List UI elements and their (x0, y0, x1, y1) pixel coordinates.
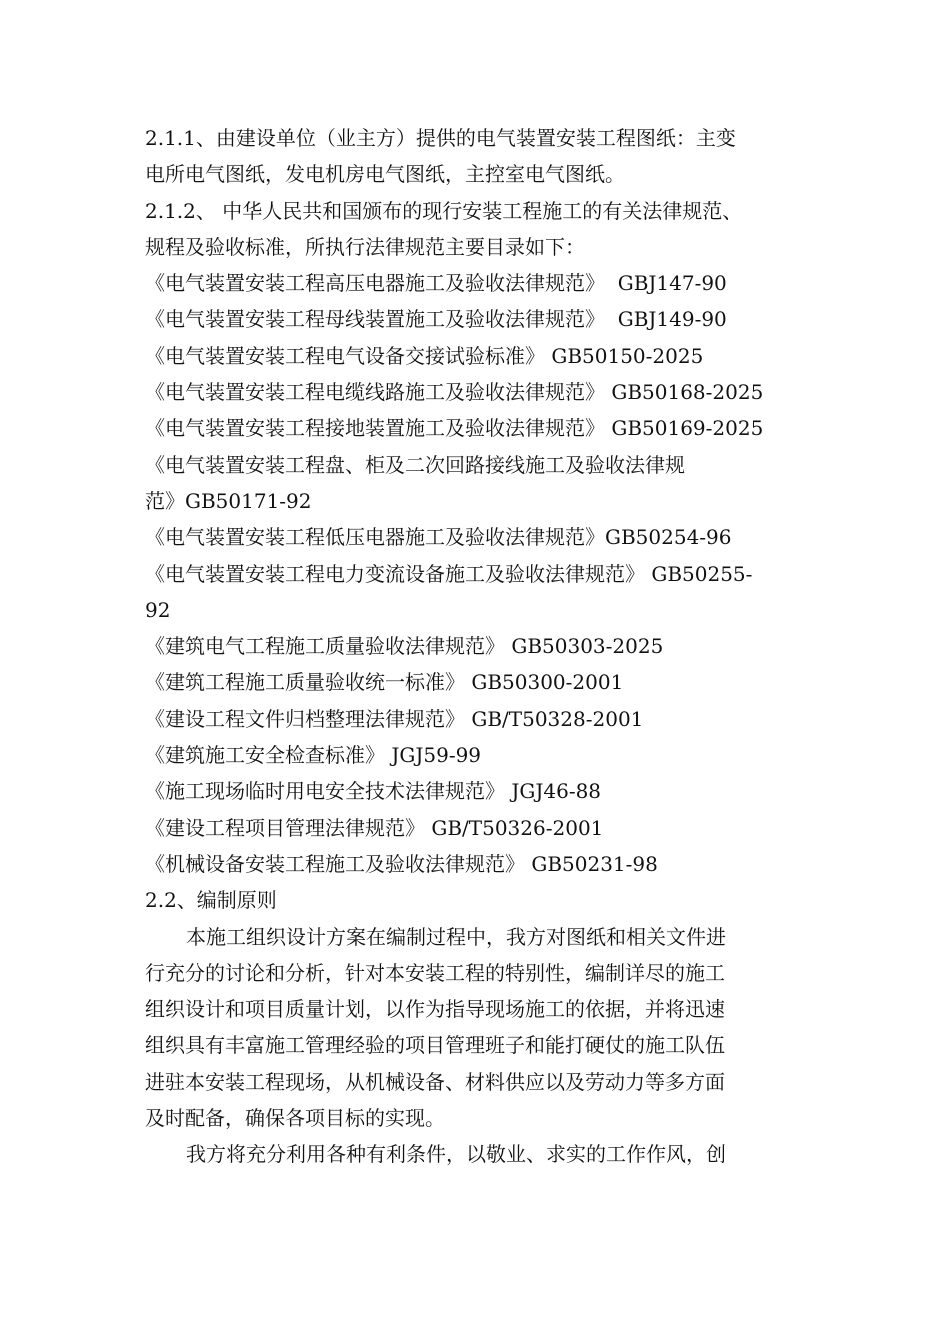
standard-item: 《建筑施工安全检查标准》 JGJ59-99 (145, 743, 482, 768)
standard-item: 《电气装置安装工程电气设备交接试验标准》 GB50150-2025 (145, 343, 704, 368)
text-line: 2.1.2、 中华人民共和国颁布的现行安装工程施工的有关法律规范、 (145, 198, 743, 223)
section-heading: 2.2、编制原则 (145, 888, 277, 913)
standard-item: 《电气装置安装工程电力变流设备施工及验收法律规范》 GB50255- (145, 561, 753, 586)
standard-item: 《施工现场临时用电安全技术法律规范》 JGJ46-88 (145, 779, 602, 804)
standard-item: 《建设工程项目管理法律规范》 GB/T50326-2001 (145, 815, 604, 840)
document-page (145, 120, 810, 1173)
paragraph-line: 组织具有丰富施工管理经验的项目管理班子和能打硬仗的施工队伍 (145, 1033, 725, 1058)
standard-item: 《电气装置安装工程母线装置施工及验收法律规范》 GBJ149-90 (145, 307, 727, 332)
standard-item: 《电气装置安装工程接地装置施工及验收法律规范》 GB50169-2025 (145, 416, 764, 441)
paragraph-line: 行充分的讨论和分析，针对本安装工程的特别性，编制详尽的施工 (145, 960, 725, 985)
paragraph-line: 进驻本安装工程现场，从机械设备、材料供应以及劳动力等多方面 (145, 1069, 725, 1094)
standard-item: 《建筑工程施工质量验收统一标准》 GB50300-2001 (145, 670, 624, 695)
text-line: 规程及验收标准，所执行法律规范主要目录如下： (145, 234, 585, 259)
text-line: 电所电气图纸，发电机房电气图纸，主控室电气图纸。 (145, 162, 625, 187)
standard-item: 《电气装置安装工程低压电器施工及验收法律规范》GB50254-96 (145, 525, 732, 550)
standard-item: 《机械设备安装工程施工及验收法律规范》 GB50231-98 (145, 851, 658, 876)
paragraph-line: 我方将充分利用各种有利条件，以敬业、求实的工作作风，创 (186, 1142, 726, 1167)
standard-item: 《电气装置安装工程高压电器施工及验收法律规范》 GBJ147-90 (145, 271, 727, 296)
paragraph-line: 本施工组织设计方案在编制过程中，我方对图纸和相关文件进 (186, 924, 726, 949)
standard-item: 92 (145, 597, 171, 622)
paragraph-line: 组织设计和项目质量计划，以作为指导现场施工的依据，并将迅速 (145, 997, 725, 1022)
standard-item: 《电气装置安装工程电缆线路施工及验收法律规范》 GB50168-2025 (145, 380, 764, 405)
standard-item: 《建筑电气工程施工质量验收法律规范》 GB50303-2025 (145, 634, 664, 659)
text-line: 2.1.1、由建设单位（业主方）提供的电气装置安装工程图纸：主变 (145, 126, 736, 150)
standard-item: 《建设工程文件归档整理法律规范》 GB/T50328-2001 (145, 706, 644, 731)
paragraph-line: 及时配备，确保各项目标的实现。 (145, 1106, 445, 1131)
standard-item: 范》GB50171-92 (145, 488, 312, 513)
standard-item: 《电气装置安装工程盘、柜及二次回路接线施工及验收法律规 (145, 452, 685, 477)
